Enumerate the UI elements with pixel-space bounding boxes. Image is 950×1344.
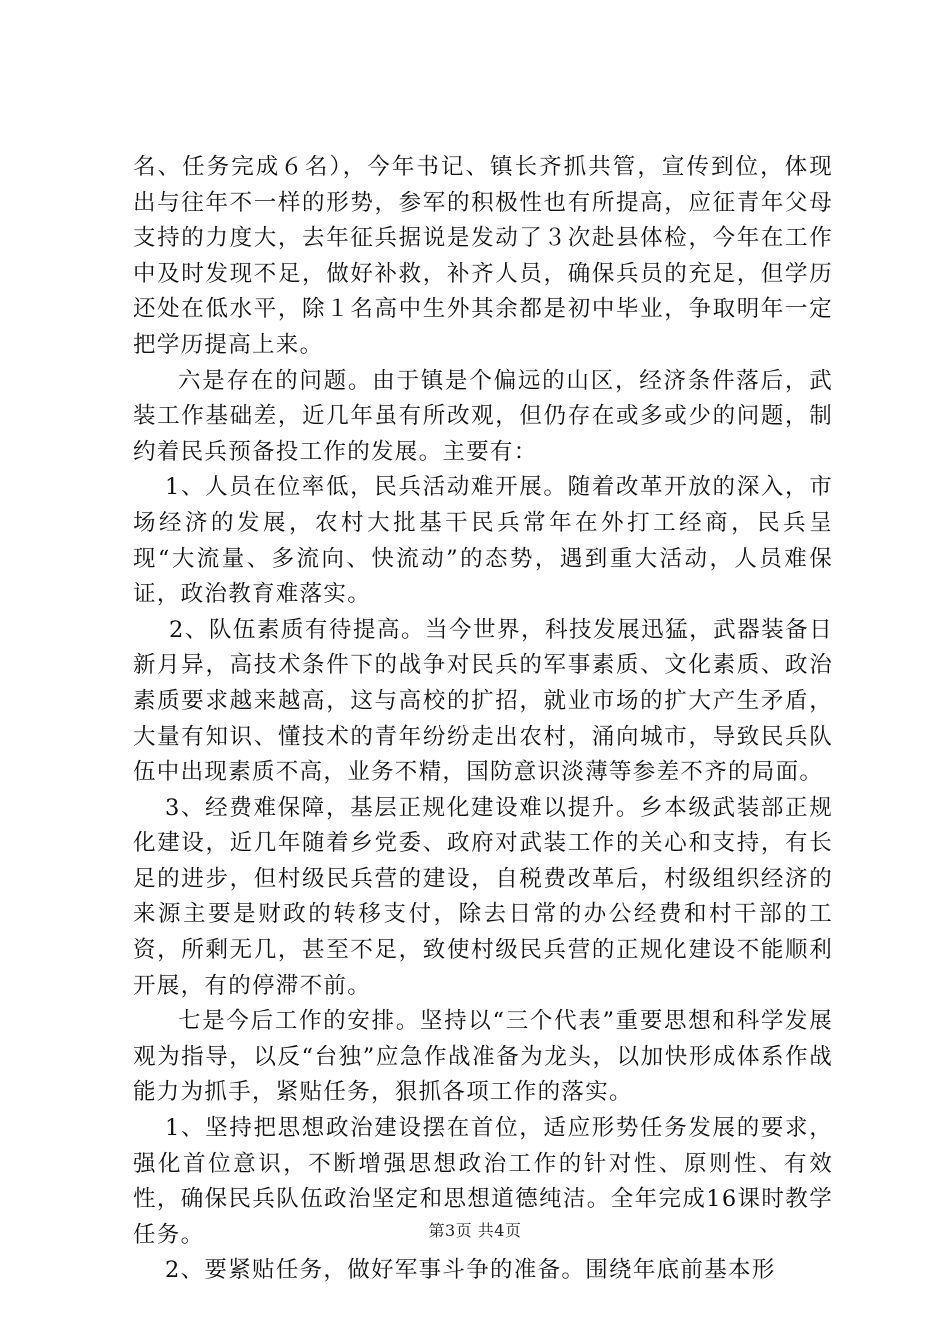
paragraph-section-six: 六是存在的问题。由于镇是个偏远的山区，经济条件落后，武装工作基础差，近几年虽有所改观，但仍存在或多或少的问题，制约着民兵预备投工作的发展。主要有： [133, 367, 833, 465]
paragraph-section-seven: 七是今后工作的安排。坚持以“三个代表”重要思想和科学发展观为指导，以反“台独”应急作战准备为龙头，以加快形成体系作战能力为抓手，紧贴任务，狠抓各项工作的落实。 [133, 1008, 833, 1106]
paragraph-item-3: 3、经费难保障，基层正规化建设难以提升。乡本级武装部正规化建设，近几年随着乡党委、政府对武装工作的关心和支持，有长足的进步，但村级民兵营的建设，自税费改革后，村级组织经济的来源主要是财政的转移支付，除去日常的办公经费和村干部的工资，所剩无几，甚至不足，致使村级民兵营的正规化建设不能顺利开展，有的停滞不前。 [133, 794, 833, 999]
paragraph-plan-2: 2、要紧贴任务，做好军事斗争的准备。围绕年底前基本形 [165, 1257, 776, 1284]
page-footer: 第3页 共4页 [428, 1221, 522, 1240]
document-body [133, 150, 833, 1289]
paragraph-item-2: 2、队伍素质有待提高。当今世界，科技发展迅猛，武器装备日新月异，高技术条件下的战争对民兵的军事素质、文化素质、政治素质要求越来越高，这与高校的扩招，就业市场的扩大产生矛盾，大量有知识、懂技术的青年纷纷走出农村，涌向城市，导致民兵队伍中出现素质不高，业务不精，国防意识淡薄等参差不齐的局面。 [133, 616, 833, 786]
paragraph-plan-1: 1、坚持把思想政治建设摆在首位，适应形势任务发展的要求，强化首位意识，不断增强思想政治工作的针对性、原则性、有效性，确保民兵队伍政治坚定和思想道德纯洁。全年完成16课时教学任务。 [133, 1115, 833, 1248]
paragraph-item-1: 1、人员在位率低，民兵活动难开展。随着改革开放的深入，市场经济的发展，农村大批基干民兵常年在外打工经商，民兵呈现“大流量、多流向、快流动”的态势，遇到重大活动，人员难保证，政治教育难落实。 [133, 474, 833, 608]
paragraph-continuation: 名、任务完成６名），今年书记、镇长齐抓共管，宣传到位，体现出与往年不一样的形势，参军的积极性也有所提高，应征青年父母支持的力度大，去年征兵据说是发动了３次赴县体检，今年在工作中及时发现不足，做好补救，补齐人员，确保兵员的充足，但学历还处在低水平，除１名高中生外其余都是初中毕业，争取明年一定把学历提高上来。 [133, 154, 833, 358]
